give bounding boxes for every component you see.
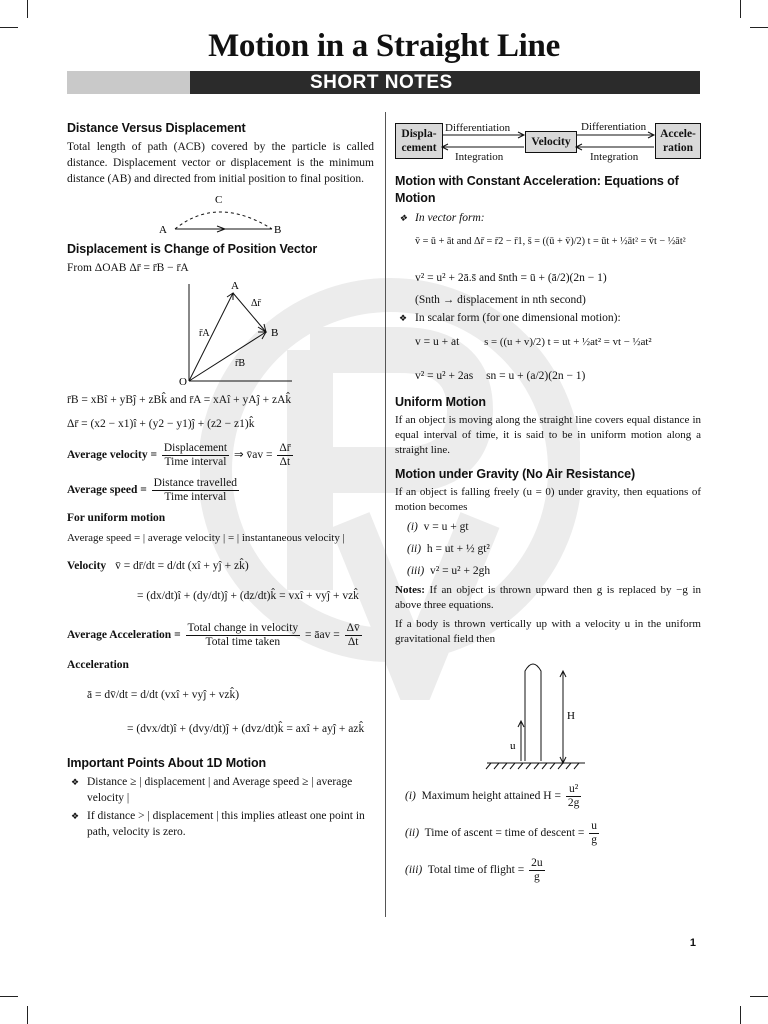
time-ascent-fraction (589, 820, 599, 847)
right-column (395, 115, 701, 884)
scalar-eq-2b: sn = u + (a/2)(2n − 1) (486, 370, 586, 382)
time-ascent-eq (395, 820, 701, 847)
avg-velocity-rhs-den: Δt (279, 456, 291, 468)
vector-eq-2: v² = u² + 2ā.s̄ and s̄nth = ū + (ā/2)(2n − 1) (415, 272, 607, 284)
avg-speed-eq (67, 477, 374, 504)
avg-speed-fraction (152, 477, 239, 504)
avg-acceleration-rhs-num: Δv̄ (346, 622, 360, 634)
paragraph-gravity: If an object is falling freely (u = 0) under gravity, then equations of motion becomes (395, 486, 701, 513)
vector-eq-1: v̄ = ū + āt and Δr̄ = r̄2 − r̄1, s̄ = ((ū + v̄)/2) t = ūt + ½āt² = v̄t − ½āt² (415, 236, 686, 247)
vec-point-b-label: B (271, 327, 279, 339)
gravity-eq-2-text: h = ut + ½ gt² (426, 543, 490, 555)
banner-short-notes: SHORT NOTES (190, 71, 700, 94)
velocity-eq-text: v̄ = dr̄/dt = d/dt (xî + yĵ + zk̂) (115, 560, 249, 572)
acceleration-eq-1: ā = dv̄/dt = d/dt (vxî + vyĵ + vzk̂) (87, 689, 240, 701)
vec-dr-label: Δr̄ (251, 298, 261, 309)
flight-time-frac-num: 2u (531, 857, 543, 869)
avg-acceleration-rhs: = āav = (305, 629, 340, 642)
differentiation-label-2: Differentiation (581, 121, 647, 133)
flight-time-eq (395, 857, 701, 884)
differentiation-label-1: Differentiation (445, 122, 511, 134)
avg-acceleration-label: Average Acceleration = (67, 629, 181, 642)
avg-speed-label: Average speed = (67, 484, 147, 497)
vertical-throw-figure (395, 651, 701, 777)
vec-rb-label: r̄B (235, 358, 245, 369)
velocity-label: Velocity (67, 560, 107, 572)
crop-mark (27, 0, 28, 18)
flight-time-fraction (529, 857, 545, 884)
scalar-eq-1 (395, 334, 701, 350)
avg-velocity-eq (67, 442, 374, 469)
crop-mark (740, 0, 741, 18)
max-height-fraction (566, 783, 582, 810)
avg-velocity-fraction (162, 442, 229, 469)
gravity-eq-1-text: v = u + gt (423, 521, 469, 533)
scalar-eq-2a: v² = u² + 2as (415, 370, 474, 382)
crop-mark (750, 996, 768, 997)
notes-paragraph (395, 583, 701, 613)
crop-mark (740, 1006, 741, 1024)
point-c-label: C (215, 194, 223, 206)
time-ascent-num: (ii) (405, 827, 420, 840)
point-velocity-zero: ❖ If distance > | displacement | this implies atleast one point in path, velocity is zero. (67, 808, 374, 840)
vec-point-a-label: A (231, 280, 239, 292)
avg-acceleration-fraction (186, 622, 301, 649)
avg-acceleration-den: Total time taken (205, 636, 281, 648)
flight-time-frac-den: g (533, 871, 540, 883)
page-title: Motion in a Straight Line (208, 28, 560, 64)
displacement-box: Displa-cement (395, 123, 443, 159)
max-height-num: (i) (405, 790, 416, 803)
delta-r-eq: Δr̄ = (x2 − x1)î + (y2 − y1)ĵ + (z2 − z1)k̂ (67, 418, 255, 430)
scalar-eq-1b: s = ((u + v)/2) t = ut + ½at² = vt − ½at² (484, 336, 652, 348)
time-ascent-frac-den: g (591, 834, 598, 846)
max-height-text: Maximum height attained H = (421, 790, 561, 803)
snth-note: (Snth → displacement in nth second) (415, 294, 586, 306)
acceleration-box: Accele-ration (655, 123, 701, 159)
paragraph-distance: Total length of path (ACB) covered by the particle is called distance. Displacement vector or displacement is the minimum distance (AB) and directed from initial position to final position. (67, 141, 374, 185)
gravity-eq-3-num: (iii) (407, 565, 425, 577)
avg-speed-den: Time interval (164, 491, 227, 503)
vec-origin-label: O (179, 376, 187, 386)
from-oab-line: From ΔOAB Δr̄ = r̄B − r̄A (67, 262, 189, 274)
column-divider (385, 112, 386, 917)
crop-mark (0, 996, 18, 997)
max-height-eq (395, 783, 701, 810)
avg-acceleration-eq (67, 622, 374, 649)
notes-text: If an object is thrown upward then g is replaced by −g in above three equations. (395, 584, 702, 611)
differentiation-flowchart (395, 115, 701, 165)
avg-acceleration-rhs-fraction (345, 622, 362, 649)
avg-acceleration-num: Total change in velocity (187, 622, 299, 634)
time-ascent-frac-num: u (591, 820, 598, 832)
acceleration-eq-2: = (dvx/dt)î + (dvy/dt)ĵ + (dvz/dt)k̂ = axî + ayĵ + azk̂ (127, 723, 365, 735)
page-number: 1 (689, 937, 696, 949)
vec-ra-label: r̄A (199, 328, 210, 339)
velocity-box: Velocity (525, 131, 577, 153)
uniform-motion-text: Average speed = | average velocity | = | instantaneous velocity | (67, 532, 345, 544)
integration-label-1: Integration (455, 151, 504, 163)
velocity-eq-2: = (dx/dt)î + (dy/dt)ĵ + (dz/dt)k̂ = vxî + vyĵ + vzk̂ (137, 590, 359, 602)
position-vectors-eq: r̄B = xBî + yBĵ + zBk̂ and r̄A = xAî + yAĵ + zAk̂ (67, 394, 292, 406)
position-vector-figure (67, 276, 374, 386)
scalar-eq-1a: v = u + at (415, 336, 460, 348)
path-acb-figure (67, 191, 374, 237)
paragraph-thrown-up: If a body is thrown vertically up with a velocity u in the uniform gravitational field then (395, 618, 701, 645)
flight-time-text: Total time of flight = (427, 864, 525, 877)
avg-velocity-label: Average velocity = (67, 449, 157, 462)
integration-label-2: Integration (590, 151, 639, 163)
max-height-frac-num: u² (566, 783, 582, 797)
notes-label: Notes: (395, 584, 425, 596)
scalar-form-label: ❖ In scalar form (for one dimensional motion): (395, 310, 701, 326)
heading-uniform-motion: Uniform Motion (395, 395, 486, 409)
point-distance: ❖ Distance ≥ | displacement | and Average speed ≥ | average velocity | (67, 774, 374, 806)
avg-velocity-rhs-num: Δr̄ (279, 442, 291, 454)
crop-mark (27, 1006, 28, 1024)
heading-position-vector: Displacement is Change of Position Vector (67, 242, 318, 256)
heading-1d-points: Important Points About 1D Motion (67, 756, 267, 770)
max-height-frac-den: 2g (567, 797, 580, 809)
left-column (67, 120, 374, 842)
heading-distance-displacement: Distance Versus Displacement (67, 121, 246, 135)
gravity-eq-2 (407, 541, 701, 557)
gravity-eq-3-text: v² = u² + 2gh (430, 565, 491, 577)
avg-velocity-rhs-fraction (277, 442, 292, 469)
vector-form-label: ❖ In vector form: (395, 210, 701, 226)
velocity-u-label: u (510, 740, 516, 752)
acceleration-label: Acceleration (67, 659, 129, 671)
heading-gravity: Motion under Gravity (No Air Resistance) (395, 467, 636, 481)
flight-time-num: (iii) (405, 864, 423, 877)
scalar-eq-2 (395, 368, 701, 384)
heading-equations-of-motion: Motion with Constant Acceleration: Equations of Motion (395, 174, 679, 205)
gravity-eq-3 (407, 563, 701, 579)
point-b-label: B (274, 224, 282, 236)
gravity-eq-2-num: (ii) (407, 543, 422, 555)
height-h-label: H (567, 710, 575, 722)
avg-velocity-den: Time interval (164, 456, 227, 468)
gravity-equations-list (395, 519, 701, 579)
time-ascent-text: Time of ascent = time of descent = (424, 827, 585, 840)
avg-acceleration-rhs-den: Δt (347, 636, 359, 648)
avg-velocity-num: Displacement (163, 442, 228, 454)
flow-arrows (395, 115, 701, 165)
point-a-label: A (159, 224, 167, 236)
velocity-eq (67, 558, 374, 574)
uniform-motion-label: For uniform motion (67, 512, 166, 524)
paragraph-uniform-motion: If an object is moving along the straight line covers equal distance in equal interval of time, it is said to be in uniform motion along a straight line. (395, 414, 701, 456)
gravity-eq-1 (407, 519, 701, 535)
avg-velocity-rhs: ⇒ v̄av = (233, 449, 273, 462)
gravity-eq-1-num: (i) (407, 521, 418, 533)
avg-speed-num: Distance travelled (153, 477, 238, 489)
